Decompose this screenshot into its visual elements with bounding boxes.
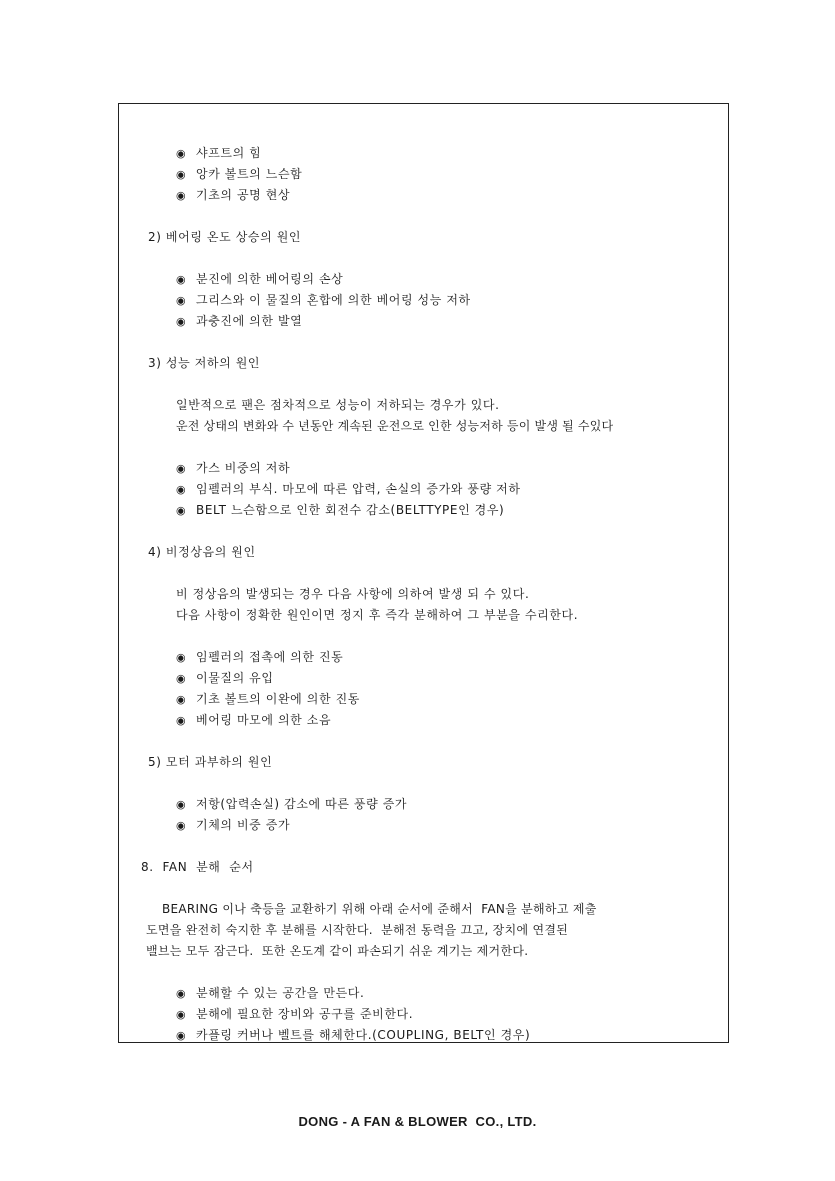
- list-item: ◉ 기초의 공명 현상: [176, 188, 291, 202]
- bullet-icon: ◉: [176, 1008, 187, 1021]
- list-item: ◉ 가스 비중의 저하: [176, 461, 291, 475]
- section-heading: 2) 베어링 온도 상승의 원인: [148, 230, 302, 244]
- list-item: ◉ 기체의 비중 증가: [176, 818, 291, 832]
- bullet-icon: ◉: [176, 798, 187, 811]
- bullet-icon: ◉: [176, 168, 187, 181]
- bullet-icon: ◉: [176, 1029, 187, 1042]
- paragraph-line: 비 정상음의 발생되는 경우 다음 사항에 의하여 발생 되 수 있다.: [176, 587, 530, 601]
- list-item: ◉ 저항(압력손실) 감소에 따른 풍량 증가: [176, 797, 408, 811]
- paragraph-line: BEARING 이나 축등을 교환하기 위해 아래 순서에 준해서 FAN을 분해하고 제출: [162, 902, 597, 916]
- list-item: ◉ 그리스와 이 물질의 혼합에 의한 베어링 성능 저하: [176, 293, 471, 307]
- bullet-icon: ◉: [176, 504, 187, 517]
- bullet-icon: ◉: [176, 315, 187, 328]
- bullet-icon: ◉: [176, 987, 187, 1000]
- bullet-icon: ◉: [176, 651, 187, 664]
- bullet-icon: ◉: [176, 672, 187, 685]
- company-footer: DONG - A FAN & BLOWER CO., LTD.: [298, 1114, 537, 1129]
- section-heading: 3) 성능 저하의 원인: [148, 356, 261, 370]
- bullet-icon: ◉: [176, 693, 187, 706]
- list-item: ◉ 임펠러의 접촉에 의한 진동: [176, 650, 344, 664]
- list-item: ◉ 분해할 수 있는 공간을 만든다.: [176, 986, 365, 1000]
- list-item: ◉ BELT 느슨함으로 인한 회전수 감소(BELTTYPE인 경우): [176, 503, 505, 517]
- list-item: ◉ 기초 볼트의 이완에 의한 진동: [176, 692, 360, 706]
- bullet-icon: ◉: [176, 294, 187, 307]
- bullet-icon: ◉: [176, 147, 187, 160]
- list-item: ◉ 샤프트의 힘: [176, 146, 262, 160]
- bullet-icon: ◉: [176, 462, 187, 475]
- list-item: ◉ 카플링 커버나 벨트를 해체한다.(COUPLING, BELT인 경우): [176, 1028, 531, 1042]
- list-item: ◉ 분진에 의한 베어링의 손상: [176, 272, 344, 286]
- list-item: ◉ 앙카 볼트의 느슨함: [176, 167, 303, 181]
- section-heading: 5) 모터 과부하의 원인: [148, 755, 273, 769]
- list-item: ◉ 이물질의 유입: [176, 671, 274, 685]
- paragraph-line: 도면을 완전히 숙지한 후 분해를 시작한다. 분해전 동력을 끄고, 장치에 연결된: [146, 923, 569, 937]
- paragraph-line: 밸브는 모두 잠근다. 또한 온도계 같이 파손되기 쉬운 계기는 제거한다.: [146, 944, 529, 958]
- bullet-icon: ◉: [176, 273, 187, 286]
- list-item: ◉ 과충진에 의한 발열: [176, 314, 303, 328]
- paragraph-line: 일반적으로 팬은 점차적으로 성능이 저하되는 경우가 있다.: [176, 398, 500, 412]
- list-item: ◉ 분해에 필요한 장비와 공구를 준비한다.: [176, 1007, 414, 1021]
- section-heading: 8. FAN 분해 순서: [141, 860, 254, 874]
- bullet-icon: ◉: [176, 189, 187, 202]
- bullet-icon: ◉: [176, 483, 187, 496]
- paragraph-line: 운전 상태의 변화와 수 년동안 계속된 운전으로 인한 성능저하 등이 발생 될 수있다: [176, 419, 614, 433]
- list-item: ◉ 임펠러의 부식. 마모에 따른 압력, 손실의 증가와 풍량 저하: [176, 482, 521, 496]
- section-heading: 4) 비정상음의 원인: [148, 545, 256, 559]
- paragraph-line: 다음 사항이 정확한 원인이면 정지 후 즉각 분해하여 그 부분을 수리한다.: [176, 608, 579, 622]
- bullet-icon: ◉: [176, 819, 187, 832]
- bullet-icon: ◉: [176, 714, 187, 727]
- list-item: ◉ 베어링 마모에 의한 소음: [176, 713, 332, 727]
